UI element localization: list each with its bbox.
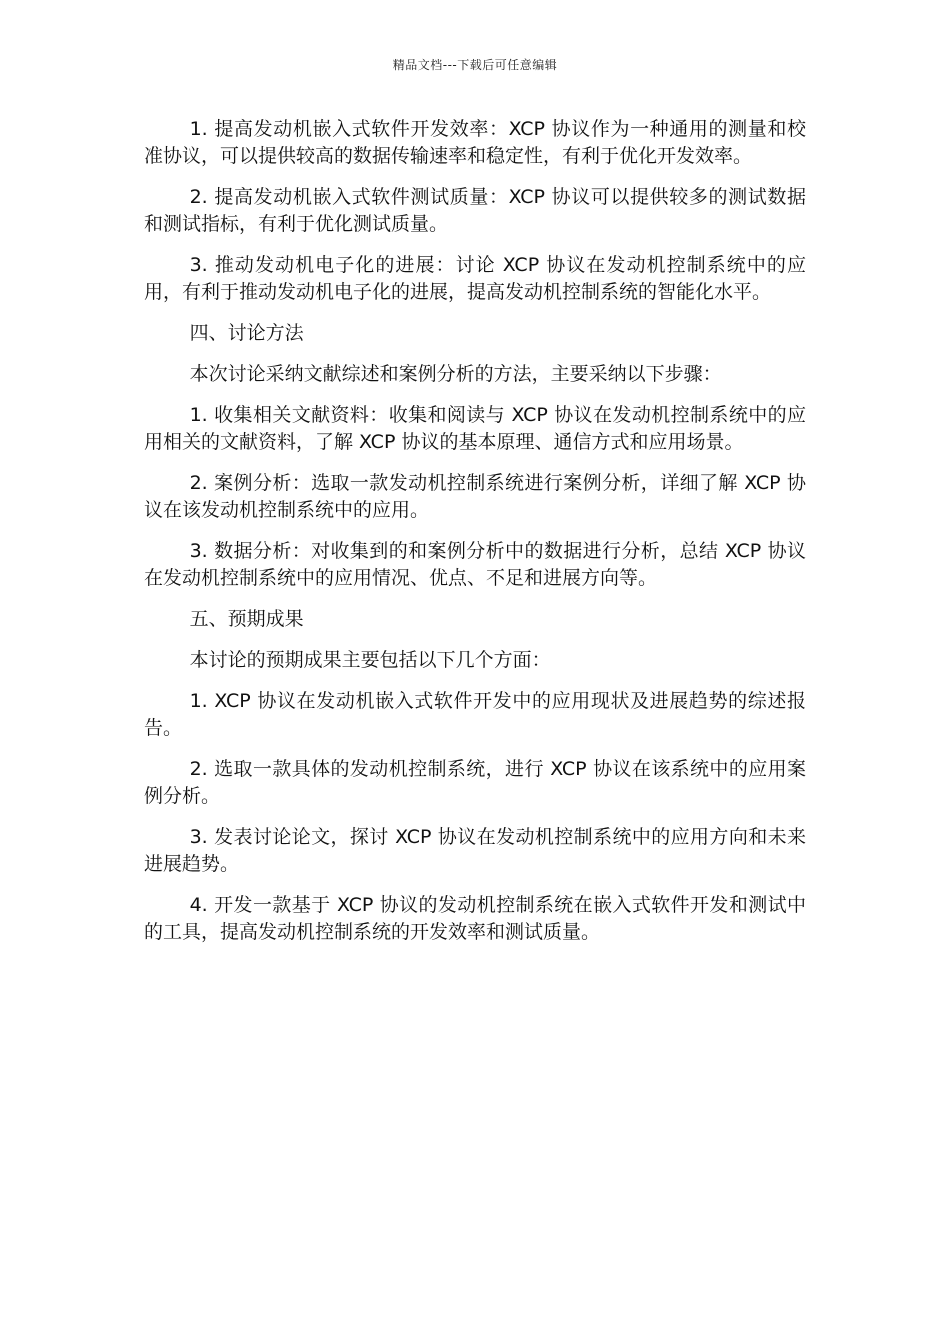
paragraph-goal-electronics: 3. 推动发动机电子化的进展：讨论 XCP 协议在发动机控制系统中的应用，有利于推动发动机电子化的进展，提高发动机控制系统的智能化水平。 (144, 254, 806, 303)
paragraph-outcome-review: 1. XCP 协议在发动机嵌入式软件开发中的应用现状及进展趋势的综述报告。 (144, 690, 806, 739)
paragraph-methods-intro: 本次讨论采纳文献综述和案例分析的方法，主要采纳以下步骤： (189, 363, 722, 385)
paragraph-outcome-case: 2. 选取一款具体的发动机控制系统，进行 XCP 协议在该系统中的应用案例分析。 (144, 758, 806, 807)
paragraph-method-case: 2. 案例分析：选取一款发动机控制系统进行案例分析，详细了解 XCP 协议在该发动机控制系统中的应用。 (144, 472, 806, 521)
paragraph-outcomes-intro: 本讨论的预期成果主要包括以下几个方面： (189, 649, 551, 671)
section-heading-outcomes: 五、预期成果 (189, 608, 304, 630)
document-body (144, 116, 806, 960)
paragraph-goal-quality: 2. 提高发动机嵌入式软件测试质量：XCP 协议可以提供较多的测试数据和测试指标，有利于优化测试质量。 (144, 186, 806, 235)
paragraph-outcome-paper: 3. 发表讨论论文，探讨 XCP 协议在发动机控制系统中的应用方向和未来进展趋势。 (144, 826, 806, 875)
page-header: 精品文档---下载后可任意编辑 (392, 58, 558, 72)
paragraph-method-data: 3. 数据分析：对收集到的和案例分析中的数据进行分析，总结 XCP 协议在发动机控制系统中的应用情况、优点、不足和进展方向等。 (144, 540, 806, 589)
paragraph-goal-efficiency: 1. 提高发动机嵌入式软件开发效率：XCP 协议作为一种通用的测量和校准协议，可以提供较高的数据传输速率和稳定性，有利于优化开发效率。 (144, 118, 806, 167)
paragraph-outcome-tool: 4. 开发一款基于 XCP 协议的发动机控制系统在嵌入式软件开发和测试中的工具，提高发动机控制系统的开发效率和测试质量。 (144, 894, 806, 943)
section-heading-methods: 四、讨论方法 (189, 322, 304, 344)
paragraph-method-literature: 1. 收集相关文献资料：收集和阅读与 XCP 协议在发动机控制系统中的应用相关的文献资料，了解 XCP 协议的基本原理、通信方式和应用场景。 (144, 404, 806, 453)
